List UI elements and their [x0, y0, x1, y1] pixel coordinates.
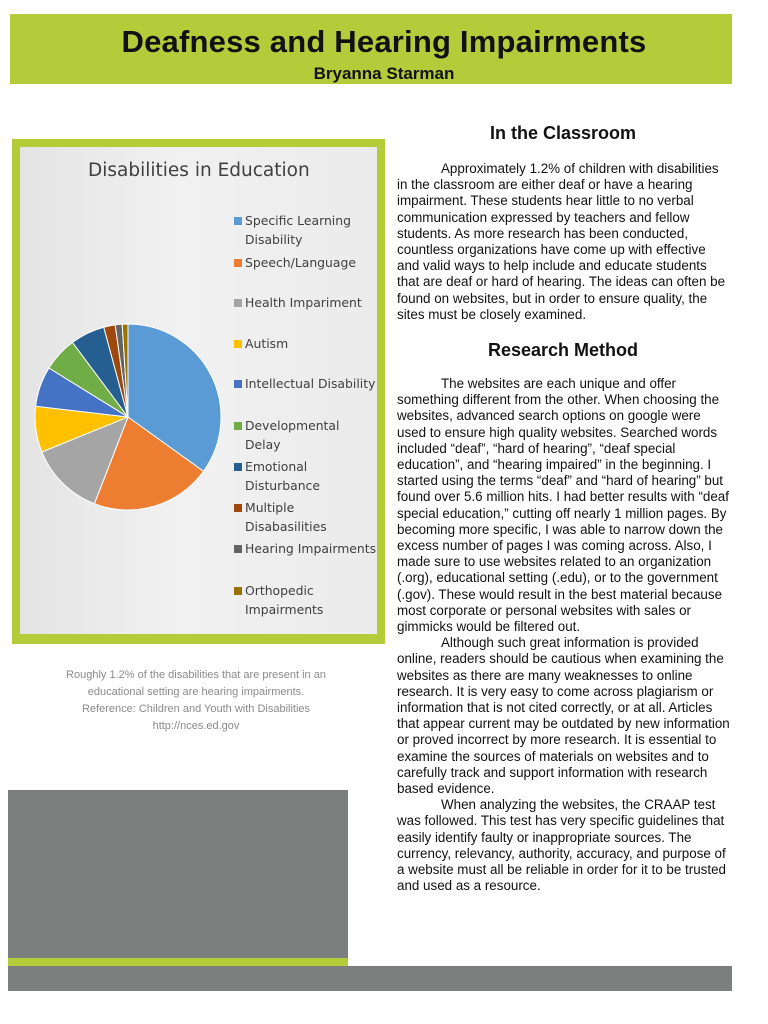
legend-swatch	[234, 587, 242, 595]
research-text	[397, 376, 731, 895]
legend-label: Multiple	[245, 500, 295, 515]
legend-swatch	[234, 504, 242, 512]
legend-entry	[231, 581, 377, 619]
legend-label: Health Impariment	[245, 295, 362, 310]
gray-panel	[8, 790, 348, 958]
legend-entry	[231, 253, 377, 272]
legend-swatch	[234, 259, 242, 267]
caption-line-3: Reference: Children and Youth with Disabilities	[81, 703, 311, 715]
legend-entry	[231, 498, 377, 536]
green-strip	[8, 958, 348, 966]
research-paragraph-2: Although such great information is provided online, readers should be cautious when examining the websites as there are many weaknesses to online research. It is very easy to come across plagiarism or information that is not cited correctly, or at all. Articles that appear current may be outdated by new information or proved incorrect by more research. It is essential to examine the sources of materials on websites and to carefully track and support information with research based evidence.	[397, 635, 730, 797]
research-paragraph-3: When analyzing the websites, the CRAAP test was followed. This test has very specific guidelines that easily identify faulty or inappropriate sources. The currency, relevancy, authority, accuracy, and purpose of a website must all be reliable in order for it to be trusted and used as a resource.	[397, 797, 726, 894]
legend-swatch	[234, 422, 242, 430]
caption-line-1: Roughly 1.2% of the disabilities that are present in an	[66, 669, 326, 681]
chart-title: Disabilities in Education	[88, 160, 310, 181]
author-name: Bryanna Starman	[313, 64, 455, 83]
legend-swatch	[234, 340, 242, 348]
legend-entry	[231, 211, 377, 249]
pie-chart	[20, 300, 230, 530]
legend-label: Intellectual Disability	[245, 376, 376, 391]
classroom-heading: In the Classroom	[489, 123, 637, 143]
legend-entry	[231, 293, 377, 312]
classroom-text	[397, 161, 731, 323]
legend-entry	[231, 334, 377, 353]
legend-entry	[231, 457, 377, 495]
legend-label: Disturbance	[245, 478, 320, 493]
legend-label: Developmental	[245, 418, 340, 433]
legend-label: Specific Learning	[245, 213, 351, 228]
legend-label: Orthopedic	[245, 583, 314, 598]
caption-line-2: educational setting are hearing impairments.	[87, 686, 305, 698]
legend-label: Impairments	[245, 602, 324, 617]
legend-label: Autism	[245, 336, 289, 351]
footer-band	[8, 966, 732, 991]
legend-label: Speech/Language	[245, 255, 356, 270]
page-title: Deafness and Hearing Impairments	[121, 24, 647, 59]
legend-entry	[231, 416, 377, 454]
legend-label: Hearing Impairments	[245, 541, 377, 556]
legend-label: Delay	[245, 437, 281, 452]
chart-caption	[50, 667, 342, 735]
research-heading: Research Method	[487, 340, 639, 360]
legend-label: Disability	[245, 232, 303, 247]
legend-label: Disabasilities	[245, 519, 327, 534]
legend-swatch	[234, 545, 242, 553]
legend-label: Emotional	[245, 459, 308, 474]
classroom-paragraph: Approximately 1.2% of children with disabilities in the classroom are either deaf or have a hearing impairment. These students hear little to no verbal communication expressed by teachers and fellow students. As more research has been conducted, countless organizations have come up with effective and valid ways to help include and educate students that are deaf or hard of hearing. The ideas can often be found on websites, but in order to ensure quality, the sites must be closely examined.	[397, 161, 726, 322]
legend-entry	[231, 539, 377, 558]
legend-swatch	[234, 380, 242, 388]
legend-swatch	[234, 299, 242, 307]
legend-swatch	[234, 217, 242, 225]
legend-swatch	[234, 463, 242, 471]
legend-entry	[231, 374, 377, 393]
research-paragraph-1: The websites are each unique and offer something different from the other. When choosing the websites, advanced search options on google were used to ensure high quality websites. Searched words included “deaf”, “hard of hearing”, “deaf special education”, and “hearing impaired” in the beginning. I started using the terms “deaf” and “hard of hearing” but found over 5.6 million hits. I had better results with “deaf special education,” cutting off nearly 1 million pages. By becoming more specific, I was able to narrow down the excess number of pages I was coming across. Also, I made sure to use websites related to an organization (.org), educational setting (.edu), or to the government (.gov). These would result in the best material because most corporate or personal websites with sales or gimmicks would be filtered out.	[397, 376, 729, 635]
caption-line-4: http://nces.ed.gov	[152, 720, 240, 732]
